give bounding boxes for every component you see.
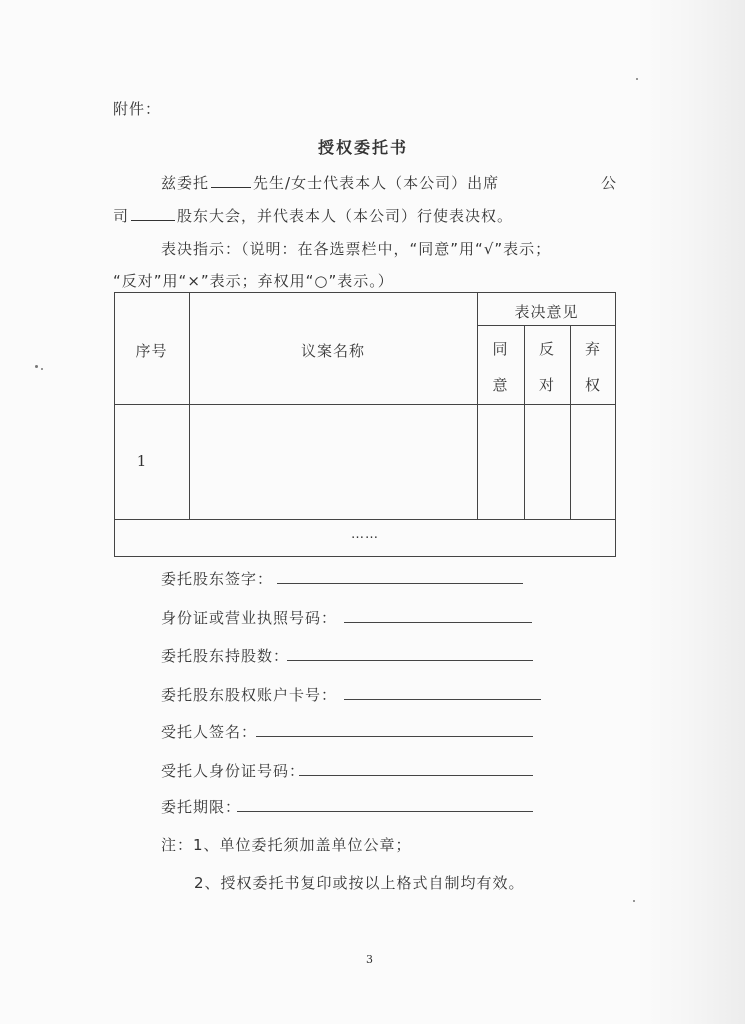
header-proposal-name: 议案名称 [300, 342, 365, 360]
field-trustee-id-line[interactable] [299, 775, 533, 776]
scan-speck [633, 900, 635, 902]
field-shareholder-signature-line[interactable] [277, 583, 523, 584]
scan-shadow [635, 0, 745, 1024]
entrustee-name-blank [211, 173, 251, 188]
table-col1-divider [189, 292, 190, 519]
header-agree-2: 意 [492, 376, 509, 394]
note-2: 2、授权委托书复印或按以上格式自制均有效。 [194, 874, 525, 892]
scan-speck [636, 78, 638, 80]
field-account-card-label: 委托股东股权账户卡号： [161, 686, 338, 704]
header-abstain-1: 弃 [584, 340, 601, 358]
field-shareholding-label: 委托股东持股数： [161, 647, 290, 665]
page-number: 3 [366, 953, 374, 966]
paragraph-1 [161, 172, 499, 193]
field-shareholding-line[interactable] [287, 660, 533, 661]
header-voting-opinion: 表决意见 [514, 303, 579, 321]
table-col2-divider [477, 292, 478, 519]
document-title: 授权委托书 [318, 138, 409, 157]
attachment-label: 附件： [113, 100, 162, 118]
field-id-or-license-label: 身份证或营业执照号码： [161, 609, 338, 627]
company-name-blank [131, 206, 175, 221]
para2-rest: 股东大会，并代表本人（本公司）行使表决权。 [177, 207, 514, 225]
table-right-border [615, 292, 616, 556]
field-term-line[interactable] [237, 811, 533, 812]
header-abstain-2: 权 [584, 376, 601, 394]
header-serial-no: 序号 [135, 342, 168, 360]
para1-mid: 先生/女士代表本人（本公司）出席 [253, 174, 500, 192]
row1-serial-no: 1 [136, 452, 148, 470]
table-bottom-border [114, 556, 616, 557]
instruction-line-1: 表决指示：（说明：在各选票栏中，“同意”用“√”表示； [161, 240, 552, 258]
header-agree-1: 同 [492, 340, 509, 358]
table-opinion-divider [477, 325, 616, 326]
field-trustee-signature-line[interactable] [256, 736, 533, 737]
header-oppose-2: 对 [538, 376, 555, 394]
field-trustee-id-label: 受托人身份证号码： [161, 762, 306, 780]
instruction-line-2: “反对”用“×”表示；弃权用“○”表示。） [113, 272, 394, 290]
para1-prefix: 兹委托 [161, 174, 210, 192]
field-term-label: 委托期限： [161, 798, 242, 816]
scan-speck [41, 368, 43, 370]
scan-speck [35, 365, 38, 368]
field-id-or-license-line[interactable] [344, 622, 532, 623]
field-shareholder-signature-label: 委托股东签字： [161, 570, 274, 588]
paragraph-2 [113, 205, 513, 226]
note-1: 注：1、单位委托须加盖单位公章； [161, 836, 412, 854]
para2-prefix: 司 [113, 207, 130, 225]
table-left-border [114, 292, 115, 556]
para1-tail: 公 [601, 174, 618, 192]
field-trustee-signature-label: 受托人签名： [161, 723, 258, 741]
table-row1-bottom [114, 519, 616, 520]
table-ellipsis-row: …… [351, 527, 379, 542]
field-account-card-line[interactable] [344, 699, 541, 700]
header-oppose-1: 反 [538, 340, 555, 358]
